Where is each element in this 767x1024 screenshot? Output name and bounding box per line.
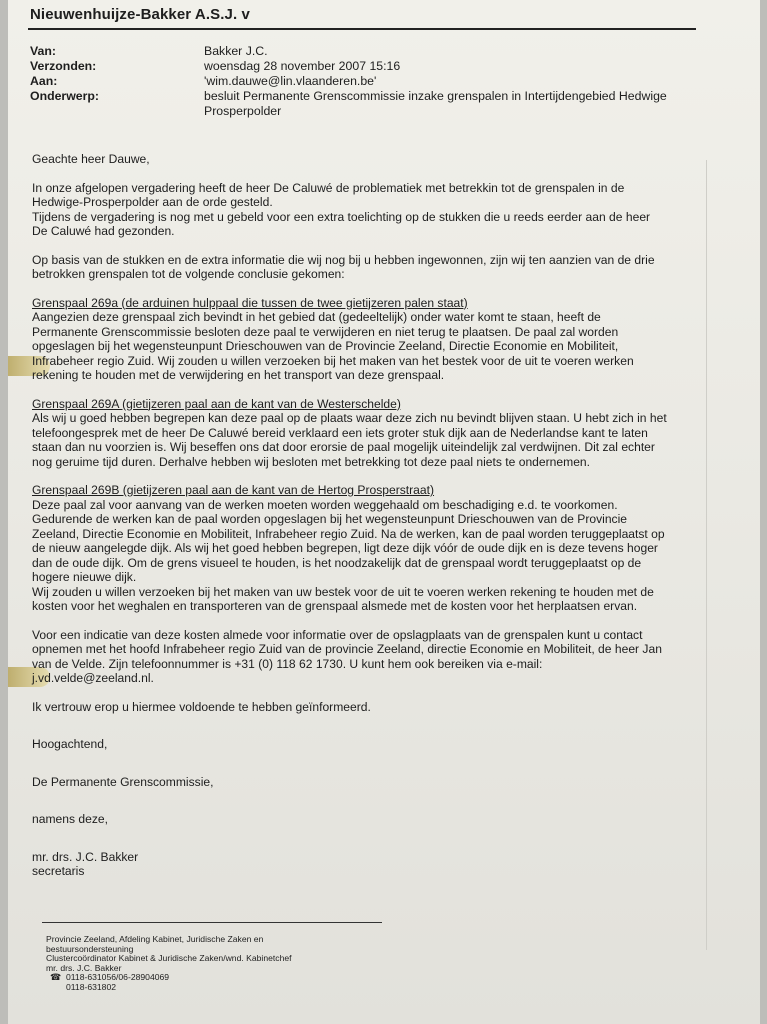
to-value: 'wim.dauwe@lin.vlaanderen.be': [204, 74, 377, 88]
paragraph-line: opgeslagen bij het wegensteunpunt Drieschouwen van de Provincie Zeeland, Directie Economie en Mobiliteit,: [32, 339, 619, 353]
contact-line: Voor een indicatie van deze kosten almede voor informatie over de opslagplaats van de grenspalen kunt u contact: [32, 627, 643, 642]
mailbox-owner-name: Nieuwenhuijze-Bakker A.S.J. v: [30, 6, 250, 23]
telephone-icon: ☎: [50, 972, 62, 983]
paragraph-line: telefoongesprek met de heer De Caluwé bereid verklaard een iets groter stuk dijk aan de Nederlandse kant te laten: [32, 425, 648, 440]
intro-line: De Caluwé had gezonden.: [32, 224, 175, 238]
intro-line: Tijdens de vergadering is nog met u gebeld voor een extra toelichting op de stukken die u reeds eerder aan de heer: [32, 209, 651, 224]
paragraph-line: Als wij u goed hebben begrepen kan deze paal op de plaats waar deze zich nu bevindt blijven staan. U hebt zich in het: [32, 411, 667, 425]
paragraph-line: Zeeland, Directie Economie en Mobiliteit, Infrabeheer regio Zuid. Na de werken, kan de paal worden teruggeplaatst op: [32, 526, 665, 541]
sent-value: woensdag 28 november 2007 15:16: [204, 59, 401, 73]
on-behalf: namens deze,: [32, 812, 108, 826]
paragraph-line: Infrabeheer regio Zuid. Wij zouden u willen verzoeken bij het maken van het bestek voor de uit te voeren werken: [32, 353, 634, 368]
letter-page: [8, 0, 760, 1024]
footer-line: Provincie Zeeland, Afdeling Kabinet, Juridische Zaken en: [46, 934, 264, 944]
from-value: Bakker J.C.: [204, 44, 268, 58]
contact-email: j.vd.velde@zeeland.nl.: [32, 671, 154, 685]
signer-role: secretaris: [32, 864, 85, 878]
letter-body: [32, 152, 736, 879]
from-label: Van:: [30, 44, 56, 58]
paragraph-line: Permanente Grenscommissie besloten deze paal te verwijderen en niet terug te plaatsen. De paal zal worden: [32, 324, 619, 339]
subject-value: besluit Permanente Grenscommissie inzake grenspalen in Intertijdengebied Hedwige: [204, 89, 667, 103]
intro-line: Hedwige-Prosperpolder aan de orde gesteld.: [32, 195, 273, 209]
section-heading-269a: Grenspaal 269a (de arduinen hulppaal die tussen de twee gietijzeren palen staat): [32, 295, 468, 310]
paragraph-line: rekening te houden met de verwijdering en het transport van deze grenspaal.: [32, 368, 445, 382]
intro-line: In onze afgelopen vergadering heeft de heer De Caluwé de problematiek met betrekkin tot de grenspalen in de: [32, 180, 625, 195]
sent-label: Verzonden:: [30, 59, 97, 73]
salutation: Geachte heer Dauwe,: [32, 152, 150, 166]
paragraph-line: Deze paal zal voor aanvang van de werken moeten worden weggehaald om beschadiging e.d. te voorkomen.: [32, 497, 618, 512]
paragraph-line: de nieuw aangelegde dijk. Als wij het goed hebben begrepen, ligt deze dijk vóór de oude dijk en is deze tevens hoger: [32, 541, 658, 555]
closing: Hoogachtend,: [32, 737, 108, 751]
section-heading-269B: Grenspaal 269B (gietijzeren paal aan de kant van de Hertog Prosperstraat): [32, 483, 435, 497]
footer-line: Clustercoördinator Kabinet & Juridische Zaken/wnd. Kabinetchef: [46, 953, 292, 964]
section-heading-269A: Grenspaal 269A (gietijzeren paal aan de kant van de Westerschelde): [32, 396, 401, 411]
paragraph-line: dan de oude dijk. Om de grens visueel te houden, is het noodzakelijk dat de grenspaal wordt teruggeplaatst op de: [32, 555, 642, 570]
paragraph-line: Aangezien deze grenspaal zich bevindt in het gebied dat (gedeeltelijk) onder water komt te staan, heeft de: [32, 310, 601, 324]
signer-name: mr. drs. J.C. Bakker: [32, 849, 139, 864]
organization: De Permanente Grenscommissie,: [32, 774, 214, 789]
paragraph-line: hogere nieuwe dijk.: [32, 570, 137, 584]
trust-line: Ik vertrouw erop u hiermee voldoende te hebben geïnformeerd.: [32, 699, 371, 714]
subject-value-continued: Prosperpolder: [204, 104, 282, 118]
footer-divider: [42, 922, 382, 923]
footer-fax-row: [46, 983, 292, 993]
paragraph-line: nog geruime tijd duren. Derhalve hebben wij besloten met betrekking tot deze paal niets te ondernemen.: [32, 454, 591, 469]
paragraph-line: Gedurende de werken kan de paal worden opgeslagen bij het wegensteunpunt Drieschouwen van de Provincie: [32, 512, 628, 526]
footer-phone: 0118-631056/06-28904069: [66, 972, 170, 983]
contact-line: opnemen met het hoofd Infrabeheer regio Zuid van de provincie Zeeland, directie Economie en Mobiliteit, de heer Jan: [32, 642, 662, 656]
header-divider: [28, 28, 696, 30]
footer-fax: 0118-631802: [66, 981, 117, 992]
signature-footer: [46, 935, 292, 993]
footer-line: mr. drs. J.C. Bakker: [46, 962, 122, 973]
paragraph-line: staan dan nu voorzien is. Wij beseffen ons dat door erorsie de paal mogelijk uiteindelijk zal verdwijnen. Dit zal echter: [32, 440, 655, 454]
to-label: Aan:: [30, 74, 58, 88]
basis-line: betrokken grenspalen tot de volgende conclusie gekomen:: [32, 267, 345, 281]
basis-line: Op basis van de stukken en de extra informatie die wij nog bij u hebben ingewonnen, zijn wij ten aanzien van de drie: [32, 252, 655, 267]
contact-line: van de Velde. Zijn telefoonnummer is +31 (0) 118 62 1730. U kunt hem ook bereiken via e-mail:: [32, 656, 543, 671]
paragraph-line: Wij zouden u willen verzoeken bij het maken van uw bestek voor de uit te voeren werken rekening te houden met de: [32, 584, 654, 599]
footer-line: bestuursondersteuning: [46, 943, 134, 954]
subject-label: Onderwerp:: [30, 89, 100, 103]
paragraph-line: kosten voor het weghalen en transporteren van de grenspaal alsmede met de kosten voor het herplaatsen ervan.: [32, 599, 638, 613]
